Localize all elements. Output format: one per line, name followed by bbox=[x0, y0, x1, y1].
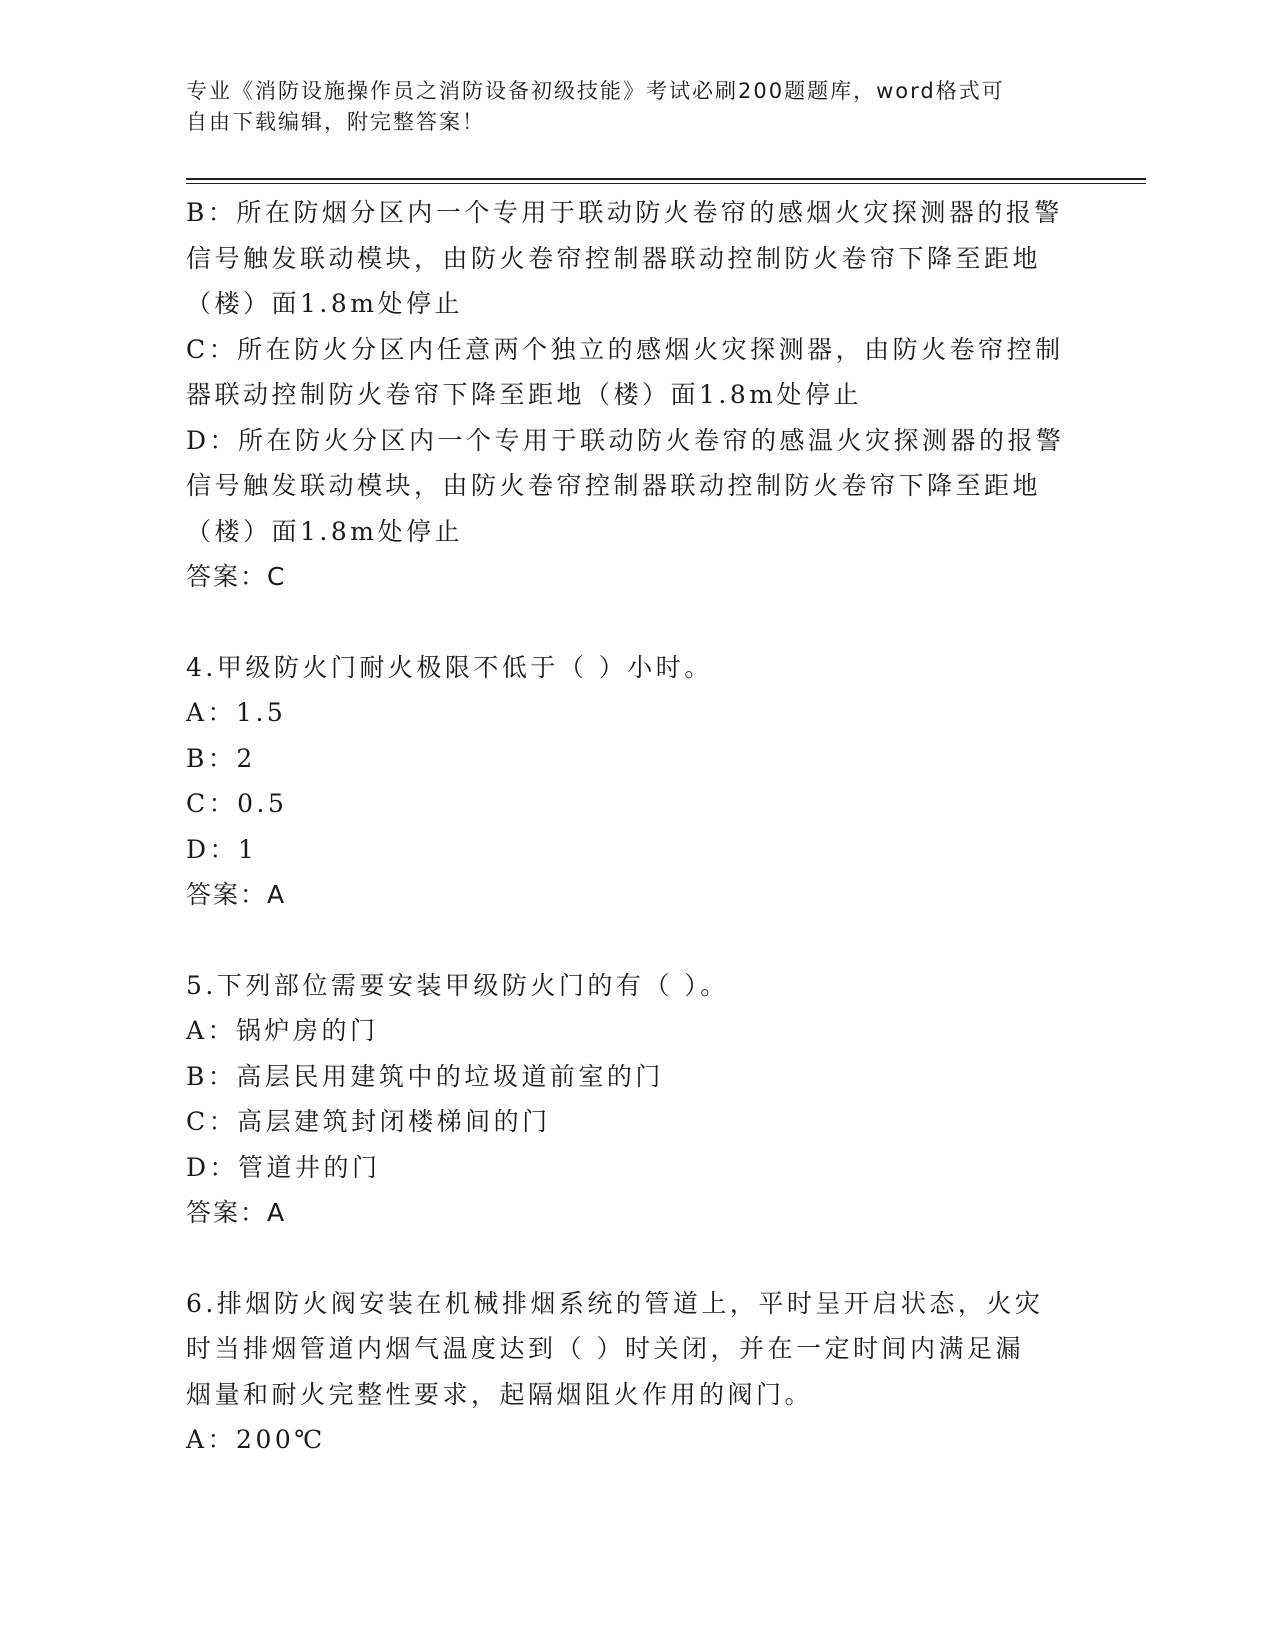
option-line: 信号触发联动模块，由防火卷帘控制器联动控制防火卷帘下降至距地 bbox=[186, 243, 1042, 273]
option-line: 器联动控制防火卷帘下降至距地（楼）面1.8m处停止 bbox=[186, 380, 862, 409]
document-header bbox=[186, 76, 1066, 138]
q5-option-c: C：高层建筑封闭楼梯间的门 bbox=[186, 1107, 551, 1136]
spacer bbox=[186, 600, 1076, 645]
spacer bbox=[186, 918, 1076, 963]
option-line: C：所在防火分区内任意两个独立的感烟火灾探测器，由防火卷帘控制 bbox=[186, 334, 1064, 364]
q4-option-c: C：0.5 bbox=[186, 789, 288, 818]
q4-option-b: B：2 bbox=[186, 743, 256, 773]
option-line: D：所在防火分区内一个专用于联动防火卷帘的感温火灾探测器的报警 bbox=[186, 425, 1065, 455]
q5-question: 5.下列部位需要安装甲级防火门的有（ ）。 bbox=[186, 970, 729, 1000]
q3-option-c bbox=[186, 327, 1076, 418]
header-line-2: 自由下载编辑，附完整答案！ bbox=[186, 110, 485, 134]
option-line: 信号触发联动模块，由防火卷帘控制器联动控制防火卷帘下降至距地 bbox=[186, 471, 1042, 500]
q5-option-a: A：锅炉房的门 bbox=[186, 1016, 379, 1045]
header-rule-thin bbox=[186, 183, 1146, 184]
header-line-1: 专业《消防设施操作员之消防设备初级技能》考试必刷200题题库，word格式可 bbox=[186, 79, 1005, 103]
option-line: （楼）面1.8m处停止 bbox=[186, 516, 463, 546]
q6-option-a: A：200℃ bbox=[186, 1425, 326, 1454]
spacer bbox=[186, 1236, 1076, 1281]
question-line: 6.排烟防火阀安装在机械排烟系统的管道上，平时呈开启状态，火灾 bbox=[186, 1288, 1044, 1318]
q4-option-d: D：1 bbox=[186, 834, 258, 864]
option-line: B：所在防烟分区内一个专用于联动防火卷帘的感烟火灾探测器的报警 bbox=[186, 198, 1063, 227]
question-content bbox=[186, 190, 1076, 1463]
q3-option-b bbox=[186, 190, 1076, 327]
q6-question bbox=[186, 1281, 1076, 1418]
q4-question: 4.甲级防火门耐火极限不低于（ ）小时。 bbox=[186, 652, 713, 682]
header-rule-thick bbox=[186, 178, 1146, 180]
q3-option-d bbox=[186, 418, 1076, 555]
q5-option-b: B：高层民用建筑中的垃圾道前室的门 bbox=[186, 1061, 664, 1091]
q3-answer: 答案：C bbox=[186, 562, 287, 591]
question-line: 烟量和耐火完整性要求，起隔烟阻火作用的阀门。 bbox=[186, 1379, 814, 1409]
q5-option-d: D：管道井的门 bbox=[186, 1152, 381, 1182]
q5-answer: 答案：A bbox=[186, 1198, 287, 1227]
option-line: （楼）面1.8m处停止 bbox=[186, 289, 463, 318]
q4-option-a: A：1.5 bbox=[186, 698, 287, 727]
question-line: 时当排烟管道内烟气温度达到（ ）时关闭，并在一定时间内满足漏 bbox=[186, 1334, 1024, 1363]
q4-answer: 答案：A bbox=[186, 880, 287, 909]
